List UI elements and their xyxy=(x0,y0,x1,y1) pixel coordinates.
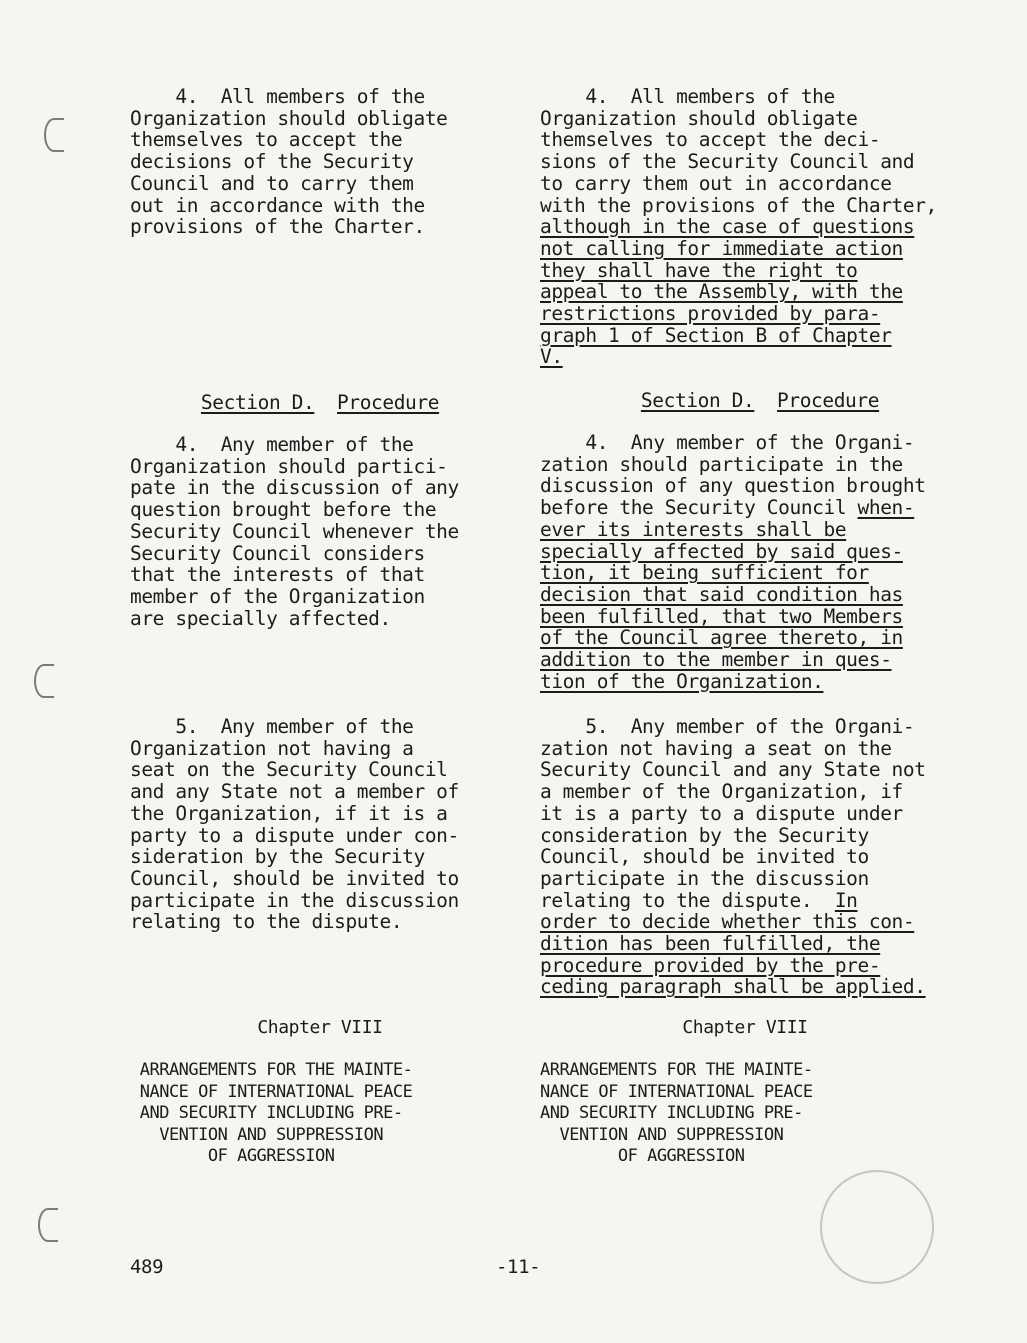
document-number: 489 xyxy=(130,1256,164,1278)
text-line: participate in the discussion xyxy=(130,888,459,912)
text-line: Council, should be invited to xyxy=(130,866,459,890)
text-line xyxy=(540,890,926,912)
text-line: NANCE OF INTERNATIONAL PEACE xyxy=(540,1081,813,1102)
text-line: question brought before the xyxy=(130,498,437,522)
text-line: Security Council considers xyxy=(130,541,425,565)
right-paragraph-d4 xyxy=(540,432,926,692)
text-line: OF AGGRESSION xyxy=(130,1146,335,1166)
text-line: out in accordance with the xyxy=(130,193,425,217)
text-line: ARRANGEMENTS FOR THE MAINTE- xyxy=(540,1060,813,1080)
text-line: addition to the member in ques- xyxy=(540,648,892,672)
text-line: VENTION AND SUPPRESSION xyxy=(130,1124,384,1145)
right-paragraph-d5 xyxy=(540,716,926,998)
text-line: Organization should obligate xyxy=(130,106,448,130)
text-line: procedure provided by the pre- xyxy=(540,953,881,977)
text-line: AND SECURITY INCLUDING PRE- xyxy=(540,1103,803,1123)
text-line: 5. Any member of the Organi- xyxy=(540,715,915,738)
text-line: NANCE OF INTERNATIONAL PEACE xyxy=(130,1081,413,1102)
binder-ring-top xyxy=(44,118,64,152)
text-line: been fulfilled, that two Members xyxy=(540,604,903,628)
text-line: sideration by the Security xyxy=(130,845,425,869)
text-line xyxy=(540,497,926,519)
text-line: although in the case of questions xyxy=(540,215,915,239)
text-line: zation should participate in the xyxy=(540,452,903,476)
text-line: Organization should partici- xyxy=(130,454,448,478)
text-run-underlined: In xyxy=(834,888,858,912)
text-line: VENTION AND SUPPRESSION xyxy=(540,1124,784,1145)
left-chapter-heading: Chapter VIII xyxy=(257,1017,383,1038)
text-line: tion of the Organization. xyxy=(540,669,824,693)
text-run: before the Security Council xyxy=(540,496,858,520)
text-line: Council, should be invited to xyxy=(540,845,869,869)
text-line: decisions of the Security xyxy=(130,150,414,174)
text-line: relating to the dispute. xyxy=(130,910,403,934)
text-line: they shall have the right to xyxy=(540,258,858,282)
text-line: themselves to accept the xyxy=(130,128,403,152)
text-line: Security Council whenever the xyxy=(130,519,459,543)
text-line: Security Council and any State not xyxy=(540,758,926,782)
text-line: Organization should obligate xyxy=(540,106,858,130)
left-paragraph-4 xyxy=(130,86,510,238)
text-line: V. xyxy=(540,345,563,369)
text-line: Council and to carry them xyxy=(130,171,414,195)
text-line: dition has been fulfilled, the xyxy=(540,932,881,956)
text-line: not calling for immediate action xyxy=(540,236,903,260)
text-line: and any State not a member of xyxy=(130,780,459,804)
text-line: pate in the discussion of any xyxy=(130,476,459,500)
text-line: a member of the Organization, if xyxy=(540,780,903,804)
text-line: that the interests of that xyxy=(130,563,425,587)
text-run: relating to the dispute. xyxy=(540,888,835,912)
text-line: Organization not having a xyxy=(130,736,414,760)
text-line: themselves to accept the deci- xyxy=(540,128,881,152)
text-line: ceding paragraph shall be applied. xyxy=(540,975,926,999)
right-chapter-heading: Chapter VIII xyxy=(682,1017,808,1038)
left-chapter-title xyxy=(130,1060,412,1168)
text-line: to carry them out in accordance xyxy=(540,171,892,195)
left-paragraph-d4 xyxy=(130,434,459,629)
text-run-underlined: when- xyxy=(857,496,915,520)
text-line: seat on the Security Council xyxy=(130,758,448,782)
right-column xyxy=(540,85,980,1166)
text-line: order to decide whether this con- xyxy=(540,910,915,934)
text-line: 4. Any member of the Organi- xyxy=(540,431,915,454)
text-line: participate in the discussion xyxy=(540,866,869,890)
text-line: ARRANGEMENTS FOR THE MAINTE- xyxy=(130,1060,413,1080)
page-number: -11- xyxy=(496,1256,541,1278)
text-line: discussion of any question brought xyxy=(540,474,926,498)
left-section-heading: Section D. Procedure xyxy=(200,391,440,414)
text-line: 4. All members of the xyxy=(130,85,425,108)
text-line: ever its interests shall be xyxy=(540,517,847,541)
right-chapter-title xyxy=(540,1060,813,1168)
text-line: with the provisions of the Charter, xyxy=(540,193,937,217)
text-line: appeal to the Assembly, with the xyxy=(540,280,903,304)
text-line: of the Council agree thereto, in xyxy=(540,626,903,650)
binder-ring-middle xyxy=(34,664,54,698)
text-line: 4. Any member of the xyxy=(130,433,414,456)
text-line: are specially affected. xyxy=(130,606,391,630)
text-line: provisions of the Charter. xyxy=(130,215,425,239)
bleed-through xyxy=(60,260,83,304)
right-section-heading: Section D. Procedure xyxy=(640,389,880,412)
text-line: 5. Any member of the xyxy=(130,715,414,738)
text-line: AND SECURITY INCLUDING PRE- xyxy=(130,1103,403,1123)
text-line: specially affected by said ques- xyxy=(540,539,903,563)
text-line: the Organization, if it is a xyxy=(130,801,448,825)
left-column xyxy=(130,85,510,1166)
text-line: graph 1 of Section B of Chapter xyxy=(540,323,892,347)
left-paragraph-d5 xyxy=(130,716,459,933)
binder-ring-bottom xyxy=(38,1208,58,1242)
text-line: party to a dispute under con- xyxy=(130,823,459,847)
text-line: it is a party to a dispute under xyxy=(540,801,903,825)
text-line: decision that said condition has xyxy=(540,582,903,606)
text-line: zation not having a seat on the xyxy=(540,736,892,760)
text-line: tion, it being sufficient for xyxy=(540,561,869,585)
text-line: 4. All members of the xyxy=(540,85,835,108)
text-line: consideration by the Security xyxy=(540,823,869,847)
archive-stamp xyxy=(820,1170,934,1284)
text-line: sions of the Security Council and xyxy=(540,150,915,174)
right-paragraph-4 xyxy=(540,86,980,368)
text-line: OF AGGRESSION xyxy=(540,1146,745,1166)
text-line: restrictions provided by para- xyxy=(540,302,881,326)
text-line: member of the Organization xyxy=(130,584,425,608)
